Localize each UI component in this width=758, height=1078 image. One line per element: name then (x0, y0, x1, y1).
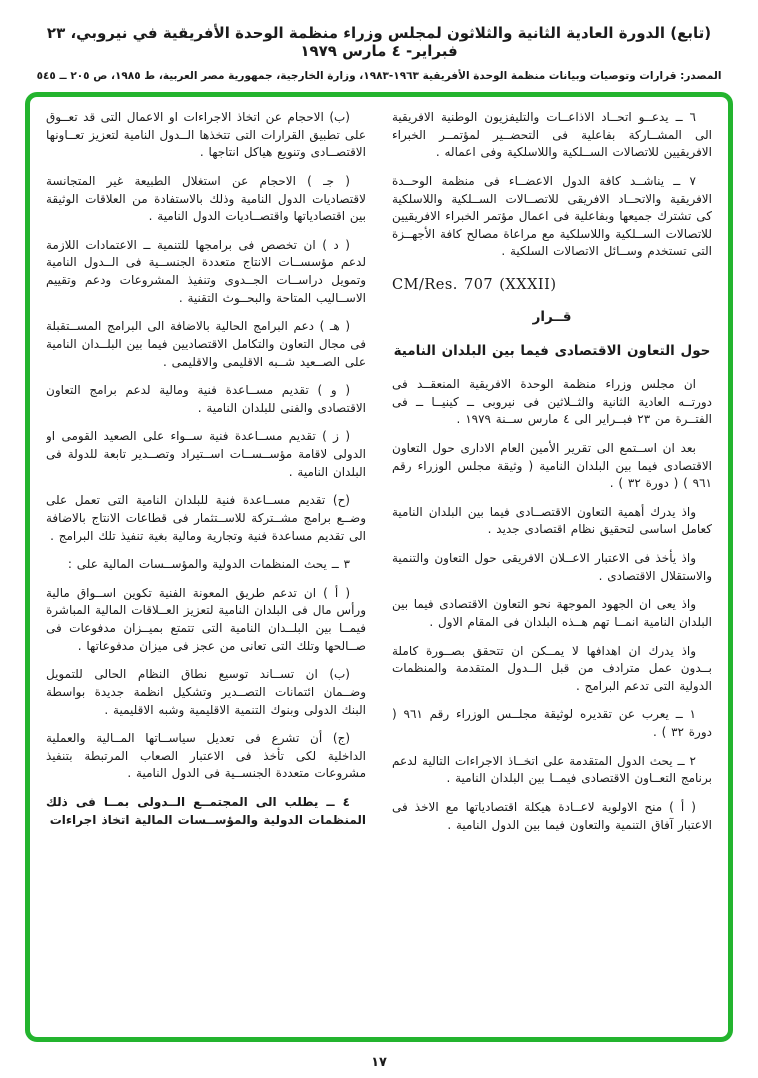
paragraph-item-b2: (ب) ان تســاند توسيع نطاق النظام الحالى للتمويل وضــمان ائتمانات التصــدير وتشكيل انظمة جديدة بواسطة البنك الدولى وبنوك التنمية الاقليمية وشبه الاقليمية . (46, 667, 366, 717)
source-line: المصدر: قرارات وتوصيات وبيانات منظمة الوحدة الأفريقية ١٩٦٣-١٩٨٣، وزارة الخارجية، جمهورية مصر العربية، ط ١٩٨٥، ص ٢٠٥ ــ ٥٤٥ (36, 70, 722, 82)
paragraph: بعد ان اســتمع الى تقرير الأمين العام الادارى حول التعاون الاقتصادى فيما بين البلدان النامية ( وثيقة مجلس الوزراء رقم ٩٦١ ) ( دورة ٣٢ ) . (392, 440, 712, 491)
paragraph-item-b: (ب) الاحجام عن اتخاذ الاجراءات او الاعمال التى قد تعــوق على تطبيق القرارات التى تتخذها الــدول النامية لتعزيز تعــاونها الاقتصــادى وتنويع هياكل انتاجها . (46, 110, 366, 160)
document-header (20, 24, 738, 82)
paragraph: ان مجلس وزراء منظمة الوحدة الافريقية المنعقــد فى دورتــه العادية الثانية والثــلاثين فى نيروبى ــ كينيــا ــ فى الفتــرة من ٢٣ فبــراير الى ٤ مارس ســنة ١٩٧٩ . (392, 377, 712, 427)
resolution-title: حول التعاون الاقتصادى فيما بين البلدان النامية (393, 343, 711, 360)
session-title: (تابع) الدورة العادية الثانية والثلاثون لمجلس وزراء منظمة الوحدة الأفريقية في نيروبي، ٢٣ فبراير- ٤ مارس ١٩٧٩ (46, 24, 712, 60)
paragraph-item-hh: (ح) تقديم مســاعدة فنية للبلدان النامية التى تعمل على وضــع برامج مشــتركة للاســتثمار فى قطاعات الانتاج بالاضافة الى تقديم مساعدة فنية وتجارية ومالية بغية تنفيذ تلك البرامج . (46, 493, 366, 543)
resolution-heading: قــرار (532, 309, 572, 326)
page-number: ١٧ (371, 1055, 387, 1070)
paragraph: واذ يدرك ان اهدافها لا يمــكن ان تتحقق بصــورة كاملة بــدون عمل مترادف من قبل الــدول المتقدمة والمنظمات الدولية التى تدعم البرامج . (392, 643, 712, 693)
paragraph: واذ يدرك أهمية التعاون الاقتصــادى فيما بين البلدان النامية كعامل اساسى لتحقيق نظام اقتصادى جديد . (392, 504, 712, 537)
paragraph: واذ يأخذ فى الاعتبار الاعــلان الافريقى حول التعاون والتنمية والاستقلال الاقتصادى . (392, 551, 712, 583)
paragraph-item-h: ( هـ ) دعم البرامج الحالية بالاضافة الى البرامج المســتقبلة فى مجال التعاون والتكامل الاقتصاديين فيما بين البلــدان النامية على الصــعيد شــبه الاقليمى والاقليمى . (46, 319, 366, 369)
paragraph: واذ يعى ان الجهود الموجهة نحو التعاون الاقتصادى فيما بين البلدان النامية انمــا تهم هــذه البلدان فى المقام الاول . (392, 597, 712, 629)
resolution-number: CM/Res. 707 (XXXII) (392, 277, 557, 293)
left-column (46, 109, 366, 1029)
paragraph-item-d: ( د ) ان تخصص فى برامجها للتنمية ــ الاعتمادات اللازمة لدعم مؤسســات الانتاج متعددة الجنســية فى الــدول النامية وتمويل دراســات الجــدوى وتنفيذ المشروعات ودعم وتقييم الاســاليب المتاحة والبحــوث التقنية . (46, 237, 366, 305)
paragraph-item-2: ٢ ــ يحث الدول المتقدمة على اتخــاذ الاجراءات التالية لدعم برنامج التعــاون الاقتصادى فيمــا بين البلدان النامية . (392, 753, 712, 786)
paragraph-item-j2: (ج) أن تشرع فى تعديل سياســاتها المــالية والعملية الداخلية لكى تأخذ فى الاعتبار الصعاب المرتبطة بتنفيذ مشروعات متعددة الجنســية فى الدول النامية . (46, 731, 366, 781)
paragraph-item-4: ٤ ــ يطلب الى المجتمــع الــدولى بمــا فى ذلك المنظمات الدولية والمؤســسات المالية اتخاذ اجراءات (46, 795, 366, 827)
paragraph-item-1: ١ ــ يعرب عن تقديره لوثيقة مجلــس الوزراء رقم ٩٦١ ( دورة ٣٢ ) . (392, 707, 712, 739)
paragraph-item-a: ( أ ) منح الاولوية لاعــادة هيكلة اقتصادياتها مع الاخذ فى الاعتبار آفاق التنمية والتعاون فيما بين الدول النامية . (392, 799, 712, 832)
right-column (392, 109, 712, 1029)
green-border-frame (25, 92, 733, 1042)
paragraph-item-j: ( جـ ) الاحجام عن استغلال الطبيعة غير المتجانسة لاقتصاديات الدول النامية وذلك بالاستفادة من العلاقات الوثيقة بين اقتصادياتها واقتصــاديات الدول النامية . (46, 173, 366, 224)
paragraph-item-3: ٣ ــ يحث المنظمات الدولية والمؤســسات المالية على : (67, 557, 350, 572)
paragraph-item-w: ( و ) تقديم مســاعدة فنية ومالية لدعم برامج التعاون الاقتصادى والفنى للبلدان النامية . (46, 383, 366, 415)
two-column-layout (46, 109, 712, 1029)
paragraph-item-z: ( ز ) تقديم مســاعدة فنية ســواء على الصعيد القومى او الدولى لاقامة مؤســســات اســتيراد وتصــدير تابعة للدولة فى البلدان النامية . (46, 429, 366, 479)
paragraph-item-7: ٧ ــ يناشــد كافة الدول الاعضــاء فى منظمة الوحــدة الافريقية والاتحــاد الافريقى للاتصــالات الســلكية واللاسلكية كى تشترك جميعها وبفاعلية فى اعمال مؤتمر الخبراء الافريقيين للاتصالات الســلكية واللاسلكية مع مراعاة مصالح كافة الأجهــزة التى تستخدم وســائل الاتصالات السلكية . (392, 173, 712, 259)
paragraph-item-6: ٦ ــ يدعــو اتحــاد الاذاعــات والتليفزيون الوطنية الافريقية الى المشــاركة بفاعلية فى التحضــير لمؤتمــر الخبراء الافريقيين للاتصالات الســلكية واللاسلكية وفى اعماله . (392, 110, 712, 160)
paragraph-item-a: ( أ ) ان تدعم طريق المعونة الفنية تكوين اســواق مالية ورأس مال فى البلدان النامية لتعزيز العــلاقات المالية المباشرة فيمــا بين البلــدان النامية التى تتمتع بميــزان مدفوعات فى صــالحها وتلك التى تعانى من عجز فى ميزان مدفوعاتها . (46, 585, 366, 653)
